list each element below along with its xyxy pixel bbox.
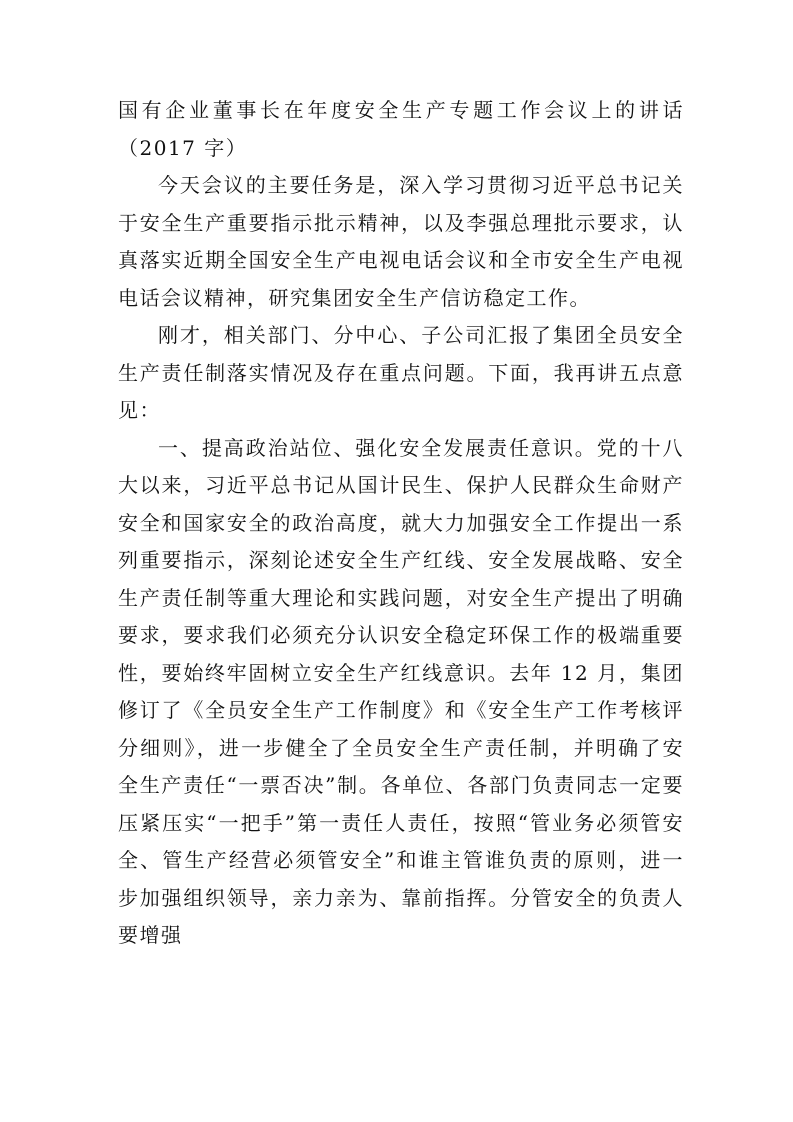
paragraph-meeting-tasks: 今天会议的主要任务是，深入学习贯彻习近平总书记关于安全生产重要指示批示精神，以及李强总理批示要求，认真落实近期全国安全生产电视电话会议和全市安全生产电视电话会议精神，研究集团安全生产信访稳定工作。 [118, 173, 684, 310]
paragraph-point-one: 一、提高政治站位、强化安全发展责任意识。党的十八大以来，习近平总书记从国计民生、保护人民群众生命财产安全和国家安全的政治高度，就大力加强安全工作提出一系列重要指示，深刻论述安全生产红线、安全发展战略、安全生产责任制等重大理论和实践问题，对安全生产提出了明确要求，要求我们必须充分认识安全稳定环保工作的极端重要性，要始终牢固树立安全生产红线意识。去年 12 月，集团修订了《全员安全生产工作制度》和《安全生产工作考核评分细则》，进一步健全了全员安全生产责任制，并明确了安全生产责任“一票否决”制。各单位、各部门负责同志一定要压紧压实“一把手”第一责任人责任，按照“管业务必须管安全、管生产经营必须管安全”和谁主管谁负责的原则，进一步加强组织领导，亲力亲为、靠前指挥。分管安全的负责人要增强 [118, 435, 684, 947]
document-body [118, 92, 684, 955]
document-title: 国有企业董事长在年度安全生产专题工作会议上的讲话（2017 字） [118, 98, 684, 160]
paragraph-reports: 刚才，相关部门、分中心、子公司汇报了集团全员安全生产责任制落实情况及存在重点问题。下面，我再讲五点意见： [118, 323, 684, 422]
